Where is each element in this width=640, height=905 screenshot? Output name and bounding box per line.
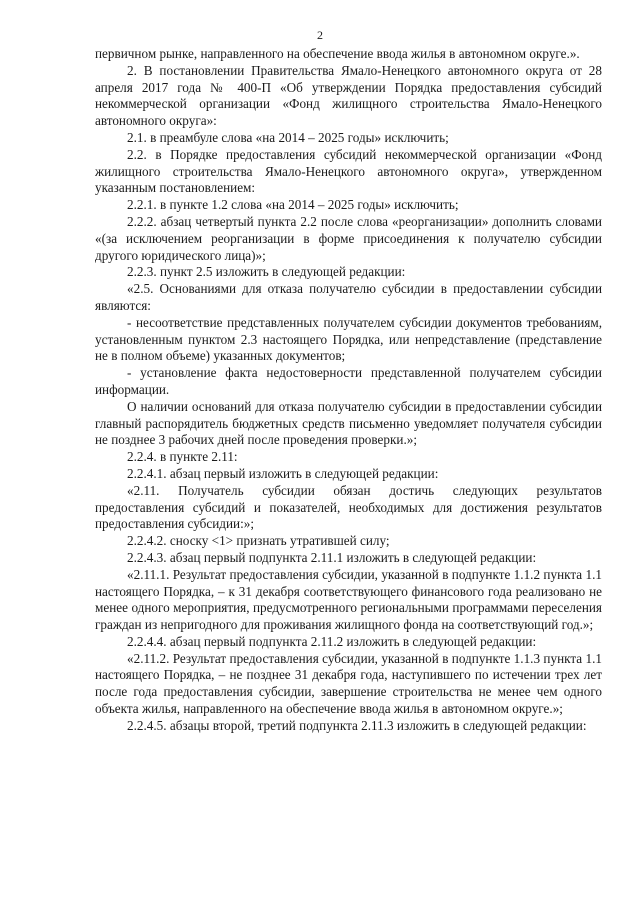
paragraph-item-2-2-4-5: 2.2.4.5. абзацы второй, третий подпункта 2.11.3 изложить в следующей редакции: xyxy=(127,717,587,733)
paragraph-item-2-2-4-4: 2.2.4.4. абзац первый подпункта 2.11.2 изложить в следующей редакции: xyxy=(127,633,537,649)
paragraph-item-2-2: 2.2. в Порядке предоставления субсидий некоммерческой организации «Фонд жилищного строительства Ямало-Ненецкого автономного округа», утвержденном указанным постановлением: xyxy=(95,146,602,196)
paragraph-dash-item-1: - несоответствие представленных получателем субсидии документов требованиям, установленным пунктом 2.3 настоящего Порядка, или непредставление (представление не в полном объеме) указанных документов; xyxy=(95,314,602,364)
paragraph-item-2-2-1: 2.2.1. в пункте 1.2 слова «на 2014 – 2025 годы» исключить; xyxy=(127,197,459,213)
paragraph-item-2-2-2: 2.2.2. абзац четвертый пункта 2.2 после слова «реорганизации» дополнить словами «(за исключением реорганизации в форме присоединения к получателю субсидии другого юридического лица)»; xyxy=(95,213,602,263)
paragraph-item-2-2-4-3: 2.2.4.3. абзац первый подпункта 2.11.1 изложить в следующей редакции: xyxy=(127,549,537,565)
paragraph-item-2-2-4-1: 2.2.4.1. абзац первый изложить в следующей редакции: xyxy=(127,465,439,481)
paragraph-quote-2-11-1: «2.11.1. Результат предоставления субсидии, указанной в подпункте 1.1.2 пункта 1.1 настоящего Порядка, – к 31 декабря соответствующего финансового года реализовано не менее одного мероприятия, предусмотренного региональными программами переселения граждан из непригодного для проживания жилищного фонда на соответствующий год.»; xyxy=(95,566,602,633)
paragraph-item-2-2-4: 2.2.4. в пункте 2.11: xyxy=(127,449,238,465)
paragraph-item-2: 2. В постановлении Правительства Ямало-Ненецкого автономного округа от 28 апреля 2017 года № 400-П «Об утверждении Порядка предоставления субсидий некоммерческой организации «Фонд жилищного строительства Ямало-Ненецкого автономного округа»: xyxy=(95,62,602,129)
document-body xyxy=(95,46,602,735)
paragraph-notification: О наличии оснований для отказа получателю субсидии в предоставлении субсидии главный распорядитель бюджетных средств письменно уведомляет получателя субсидии не позднее 3 рабочих дней после проведения проверки.»; xyxy=(95,398,602,448)
paragraph-quote-2-11-2: «2.11.2. Результат предоставления субсидии, указанной в подпункте 1.1.3 пункта 1.1 настоящего Порядка, – не позднее 31 декабря года, наступившего по истечении трех лет после года предоставления субсидии, завершение строительства не менее чем одного объекта жилья, направленного на обеспечение ввода жилья в автономном округе.»; xyxy=(95,650,602,717)
paragraph-item-2-2-3: 2.2.3. пункт 2.5 изложить в следующей редакции: xyxy=(127,264,406,280)
page-number: 2 xyxy=(317,28,323,42)
paragraph-item-2-2-4-2: 2.2.4.2. сноску <1> признать утратившей силу; xyxy=(127,533,390,549)
paragraph-continuation: первичном рынке, направленного на обеспечение ввода жилья в автономном округе.». xyxy=(95,46,580,61)
paragraph-dash-item-2: - установление факта недостоверности представленной получателем субсидии информации. xyxy=(95,365,602,397)
paragraph-quote-2-5: «2.5. Основаниями для отказа получателю субсидии в предоставлении субсидии являются: xyxy=(95,281,602,313)
paragraph-item-2-1: 2.1. в преамбуле слова «на 2014 – 2025 годы» исключить; xyxy=(127,129,449,145)
paragraph-quote-2-11: «2.11. Получатель субсидии обязан достичь следующих результатов предоставления субсидий и показателей, необходимых для достижения результатов предоставления субсидии:»; xyxy=(95,482,602,532)
